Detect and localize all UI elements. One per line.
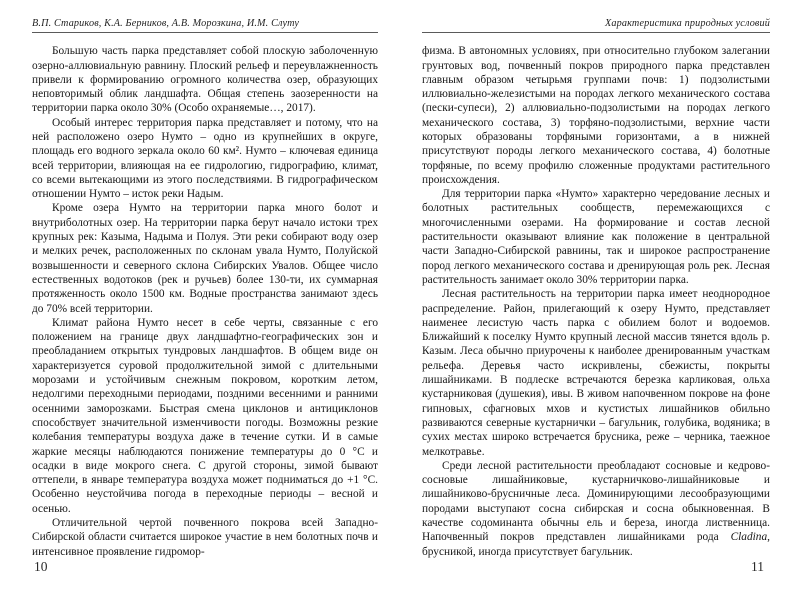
paragraph-with-species-name [422, 459, 770, 559]
right-column-text [422, 44, 770, 559]
paragraph: Особый интерес территория парка представляет и потому, что на ней расположено озеро Нумто – одно из крупнейших в округе, площадь его водного зеркала около 60 км². Нумто – ключевая единица всей территории, влияющая на ее гидрологию, гидрографию, климат, со всеми вытекающими из этого последствиями. В гидрографическом отношении Нумто – исток реки Надым. [32, 116, 378, 201]
running-head-right: Характеристика природных условий [605, 18, 770, 29]
paragraph: физма. В автономных условиях, при относительно глубоком залегании грунтовых вод, почвенный покров природного парка представлен главным образом четырьмя группами почв: 1) подзолистыми иллювиально-железистыми на породах легкого механического состава (пески-супеси), 2) аллювиально-подзолистыми на породах легкого механического состава, 3) торфяно-подзолистыми, верхние части которых образованы торфяными горизонтами, а в нижней присутствуют породы легкого механического состава, 4) болотные торфяные, по всему профилю сложенные продуктами растительного происхождения. [422, 45, 770, 186]
page-number-right: 11 [751, 559, 764, 574]
running-head-left: В.П. Стариков, К.А. Берников, А.В. Морозкина, И.М. Слуту [32, 18, 300, 29]
page-number-left: 10 [34, 559, 48, 574]
page-right [400, 0, 800, 593]
header-rule-left [32, 32, 378, 33]
header-rule-right [422, 32, 770, 33]
species-name-italic: Cladina [730, 531, 768, 544]
paragraph: Кроме озера Нумто на территории парка много болот и внутриболотных озер. На территории парка берут начало истоки трех крупных рек: Казыма, Надыма и Полуя. Эти реки собирают воду озер и мелких речек, расположенных по склонам увала Нумто, Полуйской возвышенности и северного склона Сибирских Увалов. Общее число естественных водотоков (рек и ручьев) более 130-ти, их суммарная протяженность около 1500 км. Водные пространства занимают здесь до 70% всей территории. [32, 202, 378, 315]
paragraph: Лесная растительность на территории парка имеет неоднородное распределение. Район, прилегающий к озеру Нумто, представляет наименее лесистую часть парка с обилием болот и водоемов. Ближайший к поселку Нумто крупный лесной массив тянется вдоль р. Казым. Леса обычно приурочены к наиболее дренированным участкам рельефа. Деревья часто искривлены, сбежисты, покрыты лишайниками. В подлеске встречаются березка карликовая, ольха кустарниковая (душекия), ивы. В живом напочвенном покрове на фоне гипновых, сфагновых мхов и кустистых лишайников обильно развиваются северные кустарнички – багульник, голубика, водяника; в сухих местах широко встречается брусника, реже – черника, таежное мелкотравье. [422, 288, 770, 458]
paragraph: Климат района Нумто несет в себе черты, связанные с его положением на границе двух ландшафтно-географических зон и преобладанием открытых тундровых ландшафтов. В общем виде он характеризуется суровой продолжительной зимой с длительными морозами и устойчивым снежным покровом, коротким летом, недолгими переходными периодами, поздними весенними и ранними осенними заморозками. Быстрая смена циклонов и антициклонов способствует значительной изменчивости погоды. Возможны резкие колебания температуры воздуха даже в течение сутки. И в самые жаркие месяцы наблюдаются понижение температуры до 0 °С и осадки в виде мокрого снега. С другой стороны, зимой бывают оттепели, в январе температура воздуха может подниматься до +1 °С. Особенно неустойчива погода в переходные периоды – весной и осенью. [32, 316, 378, 515]
paragraph-text-after: , брусникой, иногда присутствует багульник. [422, 531, 770, 558]
paragraph: Отличительной чертой почвенного покрова всей Западно-Сибирской области считается широкое участие в нем болотных почв и интенсивное проявление гидромор- [32, 517, 378, 558]
paragraph-text-before: Среди лесной растительности преобладают сосновые и кедрово-сосновые лишайниковые, кустарничково-лишайниковые и лишайниково-брусничные леса. Доминирующими лесообразующими породами выступают сосна сибирская и сосна обыкновенная. В качестве содоминанта обычны ель и береза, иногда лиственница. Напочвенный покров представлен лишайниками рода [422, 459, 770, 544]
left-column-text [32, 44, 378, 559]
paragraph: Большую часть парка представляет собой плоскую заболоченную озерно-аллювиальную равнину. Плоский рельеф и переувлажненность привели к формированию огромного количества озер, образующих неповторимый облик ландшафта. Общая степень заозеренности на территории парка около 30% (Особо охраняемые…, 2017). [32, 45, 378, 115]
paragraph: Для территории парка «Нумто» характерно чередование лесных и болотных растительных сообществ, перемежающихся с многочисленными озерами. На формирование и состав лесной растительности оказывают влияние как положение в центральной части Западно-Сибирской равнины, так и широкое распространение пород легкого механического состава и дренирующая роль рек. Лесная растительность занимает около 30% территории парка. [422, 188, 770, 286]
